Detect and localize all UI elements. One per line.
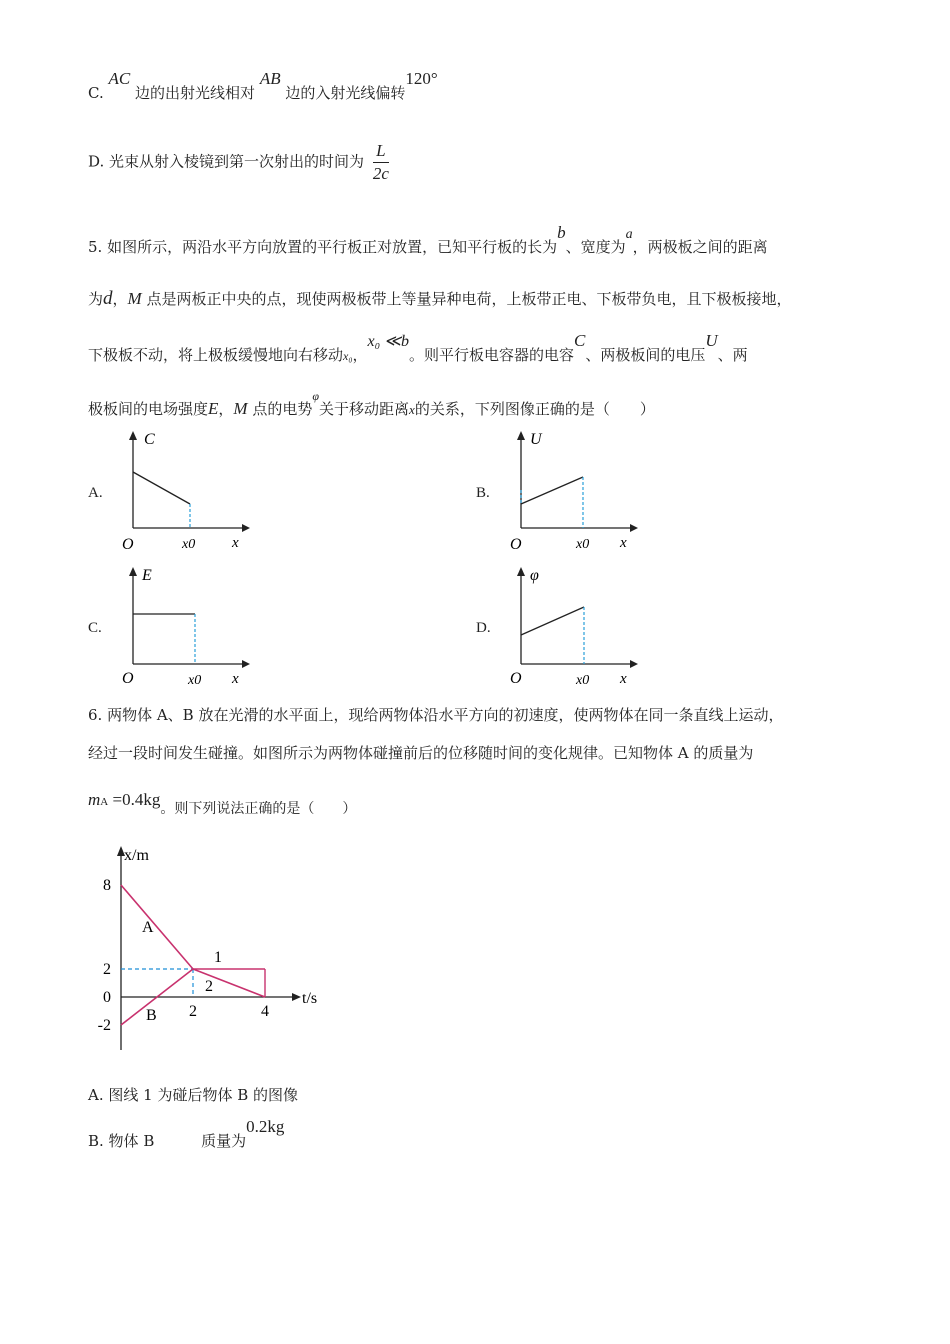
graph-d-potential (506, 562, 636, 690)
segment-ac: AC (108, 69, 131, 88)
svg-text:x0: x0 (576, 673, 590, 688)
option-a-label[interactable]: A. (88, 485, 103, 501)
x-axis-label: t/s (302, 990, 318, 1007)
graph-b-voltage (506, 428, 636, 556)
series-line-A (121, 885, 193, 969)
y-tick-label: 8 (103, 877, 111, 894)
q4-option-c: C. AC 边的出射光线相对 AB 边的入射光线偏转120° (88, 69, 438, 102)
svg-text:O: O (510, 536, 522, 553)
q5-line-2: 为d，M 点是两板正中央的点，现使两极板带上等量异种电荷，上板带正电、下板带负电，且下极板接地， (88, 288, 792, 309)
series-label-a: A (142, 919, 154, 936)
svg-text:O: O (510, 670, 522, 687)
svg-text:x0: x0 (182, 537, 196, 552)
graph-c-field (118, 562, 248, 690)
graph-a-capacitance (118, 428, 248, 556)
series-line-2 (193, 969, 265, 997)
svg-text:x: x (232, 671, 239, 687)
series-label-1: 1 (214, 949, 222, 966)
y-axis-label: x/m (124, 847, 149, 864)
q6-option-b[interactable]: B. 物体 B 质量为0.2kg (88, 1117, 285, 1150)
y-tick-label: 2 (103, 961, 111, 978)
q5-line-4: 极板间的电场强度E，M 点的电势$^\varphi$关于移动距离x的关系，下列图像正确的是（ ） (88, 389, 655, 418)
q6-line-2: 经过一段时间发生碰撞。如图所示为两物体碰撞前后的位移随时间的变化规律。已知物体 A 的质量为 (88, 744, 754, 762)
q6-line-1: 6. 两物体 A、B 放在光滑的水平面上，现给两物体沿水平方向的初速度，使两物体在同一条直线上运动， (88, 706, 784, 724)
svg-text:E: E (142, 567, 152, 584)
q6-line-3: mA =0.4kg。则下列说法正确的是（ ） (88, 790, 357, 817)
svg-text:x: x (620, 535, 627, 551)
mass-b-value: 0.2kg (246, 1117, 285, 1136)
capacitance-curve (133, 472, 190, 504)
segment-ab: AB (259, 69, 281, 88)
svg-text:φ: φ (530, 567, 539, 584)
svg-text:x: x (232, 535, 239, 551)
series-label-b: B (146, 1007, 157, 1024)
svg-text:O: O (122, 536, 134, 553)
y-tick-label: -2 (97, 1017, 111, 1034)
time-fraction: $\frac{L}{2c}$ (372, 141, 389, 183)
x-tick-label: 4 (261, 1003, 269, 1020)
q5-line-3: 下极板不动，将上极板缓慢地向右移动x₀，x₀ ≪b。则平行板电容器的电容C、两极板间的电压U、两 (88, 331, 748, 364)
option-d-label[interactable]: D. (476, 620, 491, 636)
deflection-angle: 120° (405, 69, 438, 88)
q4-option-d: D. 光束从射入棱镜到第一次射出的时间为 $\frac{L}{2c}$ (88, 141, 389, 183)
svg-text:x0: x0 (188, 673, 202, 688)
svg-text:x: x (620, 671, 627, 687)
option-c-label[interactable]: C. (88, 620, 102, 636)
q5-line-1: 5. 如图所示，两沿水平方向放置的平行板正对放置，已知平行板的长为b、宽度为a，两极板之间的距离 (88, 223, 768, 256)
x-tick-label: 2 (189, 1003, 197, 1020)
svg-text:x0: x0 (576, 537, 590, 552)
voltage-curve (521, 477, 583, 504)
axis-label: C (144, 431, 155, 448)
series-label-2: 2 (205, 978, 213, 995)
potential-curve (521, 607, 584, 635)
option-b-label[interactable]: B. (476, 485, 490, 501)
displacement-time-graph (96, 840, 336, 1060)
svg-text:U: U (530, 431, 542, 448)
svg-text:O: O (122, 670, 134, 687)
y-tick-label: 0 (103, 989, 111, 1006)
q6-option-a[interactable]: A. 图线 1 为碰后物体 B 的图像 (88, 1086, 299, 1104)
mass-a-value: =0.4kg (108, 790, 161, 809)
